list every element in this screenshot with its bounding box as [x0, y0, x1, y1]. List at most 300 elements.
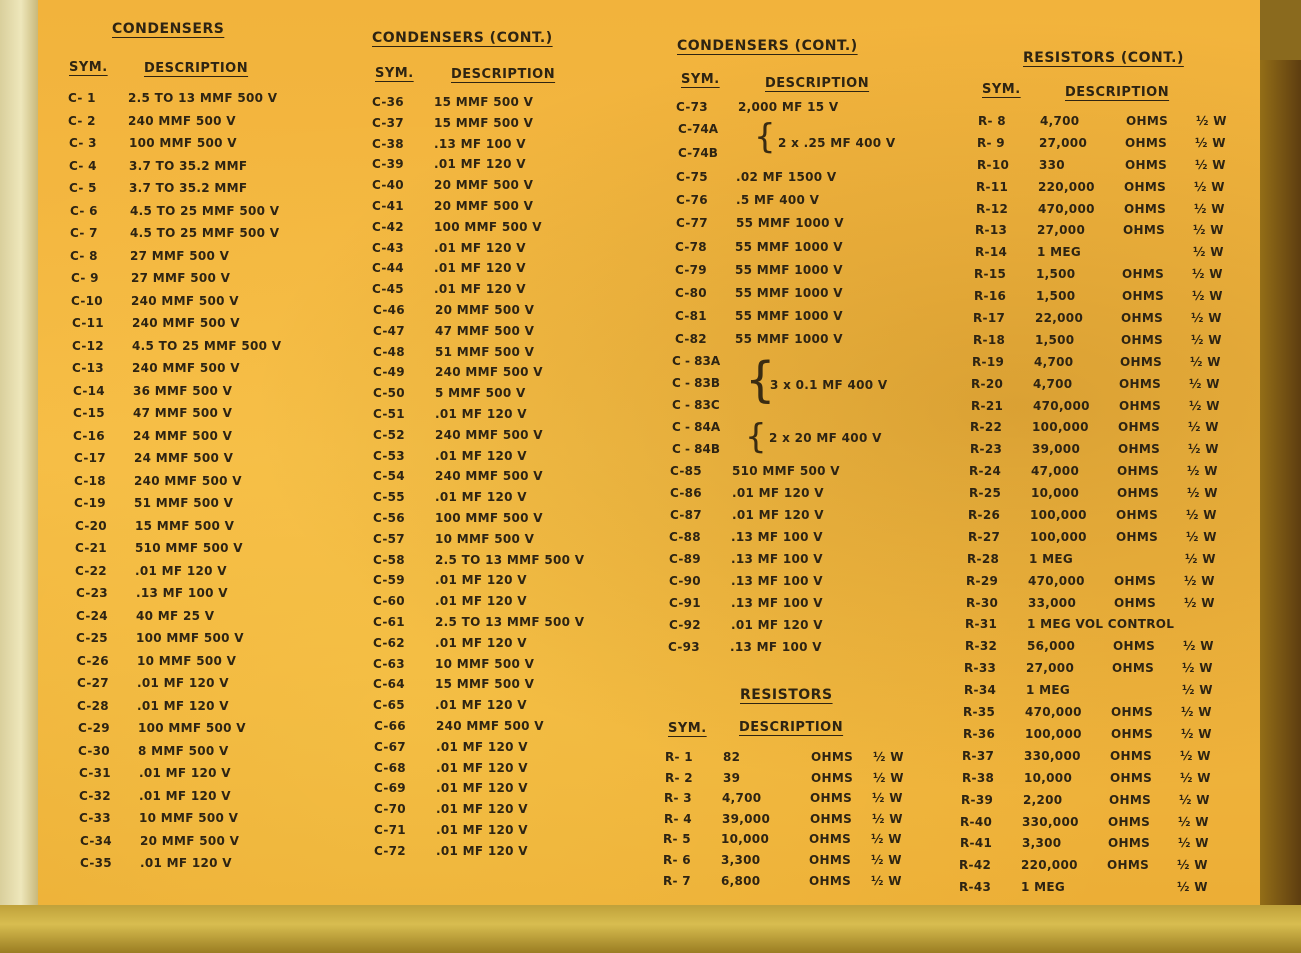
description-cell: .01 MF 120 V: [140, 856, 232, 870]
symbol-cell: C-10: [71, 293, 103, 308]
symbol-cell: C- 8: [70, 248, 98, 263]
symbol-cell: C-38: [372, 136, 404, 151]
symbol-cell: R-30: [966, 595, 999, 610]
symbol-cell: C-68: [374, 760, 406, 775]
symbol-cell: R- 5: [663, 832, 691, 847]
symbol-cell: C-67: [374, 739, 406, 754]
symbol-cell: C-25: [76, 631, 108, 645]
symbol-cell: C-19: [74, 496, 106, 510]
symbol-cell: C-58: [373, 552, 405, 567]
value-cell: 1 MEG: [1026, 683, 1071, 698]
col2-desc-header: DESCRIPTION: [451, 67, 556, 82]
symbol-cell: R- 7: [663, 873, 691, 888]
description-cell: 55 MMF 1000 V: [735, 285, 843, 300]
symbol-cell: C-92: [669, 618, 701, 632]
description-cell: 55 MMF 1000 V: [735, 239, 843, 254]
description-cell: .01 MF 120 V: [436, 822, 528, 837]
panel-shadow-right: [1255, 60, 1301, 953]
unit-cell: OHMS: [1122, 289, 1165, 304]
wattage-cell: ½ W: [1184, 573, 1215, 588]
brace-c83: {: [745, 352, 776, 408]
symbol-cell: R-18: [973, 332, 1006, 347]
value-cell: 1,500: [1036, 267, 1076, 282]
wattage-cell: ½ W: [1186, 508, 1217, 523]
wattage-cell: ½ W: [1188, 442, 1219, 457]
value-cell: 470,000: [1028, 573, 1085, 588]
unit-cell: OHMS: [1121, 311, 1164, 326]
symbol-cell: R-21: [971, 398, 1004, 413]
symbol-cell: R-12: [976, 201, 1009, 216]
value-cell: 4,700: [1040, 114, 1080, 128]
symbol-cell: R-40: [960, 814, 993, 829]
symbol-cell: R- 1: [665, 750, 693, 764]
description-cell: 510 MMF 500 V: [732, 464, 840, 478]
value-cell: 27,000: [1037, 223, 1086, 238]
value-cell: 1 MEG: [1029, 551, 1074, 566]
symbol-cell: R-20: [971, 376, 1004, 391]
symbol-cell: C-51: [373, 406, 405, 421]
value-cell: 100,000: [1032, 420, 1089, 435]
value-cell: 39,000: [722, 811, 771, 826]
symbol-cell: C-15: [73, 406, 105, 420]
wattage-cell: ½ W: [872, 811, 903, 826]
description-cell: .02 MF 1500 V: [736, 170, 837, 184]
unit-cell: OHMS: [1113, 639, 1156, 654]
wattage-cell: ½ W: [1192, 289, 1223, 304]
description-cell: 15 MMF 500 V: [435, 677, 535, 692]
wattage-cell: ½ W: [1185, 551, 1216, 566]
symbol-cell: C-81: [675, 309, 707, 324]
description-cell: .01 MF 120 V: [435, 406, 527, 421]
symbol-cell: R-29: [966, 573, 999, 588]
wattage-cell: ½ W: [1196, 114, 1227, 128]
value-cell: 56,000: [1027, 639, 1076, 654]
symbol-cell: R-36: [963, 726, 996, 741]
description-cell: .01 MF 120 V: [435, 573, 527, 588]
symbol-cell: C-14: [73, 383, 105, 398]
condensers-cont-title-2: CONDENSERS (CONT.): [677, 38, 858, 54]
symbol-cell: C-52: [373, 427, 405, 442]
value-cell: 330,000: [1022, 814, 1079, 829]
wattage-cell: ½ W: [1177, 880, 1208, 895]
description-cell: .01 MF 120 V: [435, 635, 527, 650]
symbol-cell: C-41: [372, 198, 404, 213]
description-cell: 47 MMF 500 V: [435, 323, 535, 338]
wattage-cell: ½ W: [1193, 223, 1224, 238]
description-cell: 100 MMF 500 V: [138, 721, 246, 735]
symbol-cell: C-69: [374, 781, 406, 796]
condensers-cont-title-1: CONDENSERS (CONT.): [372, 30, 553, 46]
wattage-cell: ½ W: [1191, 332, 1222, 347]
description-cell: 2,000 MF 15 V: [738, 100, 839, 114]
c84a-sym: C - 84A: [672, 420, 721, 434]
value-cell: 100,000: [1030, 508, 1087, 523]
symbol-cell: C-12: [72, 338, 104, 353]
symbol-cell: C-26: [77, 653, 109, 668]
unit-cell: OHMS: [1114, 595, 1157, 610]
unit-cell: OHMS: [1112, 661, 1155, 676]
unit-cell: OHMS: [1116, 508, 1159, 523]
symbol-cell: C-62: [373, 635, 405, 650]
unit-cell: OHMS: [1114, 573, 1157, 588]
panel-frame-bottom: [0, 905, 1301, 953]
symbol-cell: R- 8: [978, 114, 1006, 128]
symbol-cell: C-27: [77, 676, 109, 690]
symbol-cell: C-89: [669, 552, 701, 566]
symbol-cell: C-66: [374, 718, 406, 733]
description-cell: .01 MF 120 V: [435, 594, 527, 609]
description-cell: .01 MF 120 V: [731, 618, 823, 632]
symbol-cell: C-42: [372, 219, 404, 234]
value-cell: 1 MEG VOL CONTROL: [1027, 617, 1175, 632]
unit-cell: OHMS: [1118, 420, 1161, 435]
wattage-cell: ½ W: [1191, 311, 1222, 326]
value-cell: 330,000: [1024, 748, 1081, 763]
symbol-cell: C- 6: [70, 203, 98, 218]
symbol-cell: C-24: [76, 608, 108, 623]
value-cell: 22,000: [1035, 311, 1084, 326]
symbol-cell: C- 2: [68, 113, 96, 128]
unit-cell: OHMS: [809, 832, 852, 847]
symbol-cell: R-25: [969, 486, 1002, 501]
value-cell: 27,000: [1039, 135, 1088, 150]
symbol-cell: R-39: [961, 792, 994, 807]
symbol-cell: C-40: [372, 178, 404, 193]
value-cell: 39,000: [1032, 442, 1081, 457]
description-cell: .01 MF 120 V: [434, 157, 526, 172]
parts-list-sheet: [38, 0, 1260, 905]
symbol-cell: C-85: [670, 464, 702, 478]
symbol-cell: C- 9: [71, 271, 99, 285]
brace-c84: {: [745, 417, 767, 457]
symbol-cell: C-22: [75, 563, 107, 578]
description-cell: 510 MMF 500 V: [135, 541, 243, 555]
symbol-cell: C-11: [72, 316, 104, 330]
symbol-cell: C-75: [676, 170, 708, 184]
description-cell: 240 MMF 500 V: [131, 293, 239, 308]
symbol-cell: R-16: [974, 289, 1007, 304]
description-cell: .01 MF 120 V: [434, 240, 526, 255]
description-cell: 51 MMF 500 V: [435, 344, 535, 359]
wattage-cell: ½ W: [1178, 814, 1209, 829]
col3-desc-header: DESCRIPTION: [765, 76, 870, 91]
description-cell: 240 MMF 500 V: [132, 361, 240, 375]
symbol-cell: R-34: [964, 683, 997, 698]
wattage-cell: ½ W: [1184, 595, 1215, 610]
description-cell: .01 MF 120 V: [434, 261, 526, 276]
description-cell: 55 MMF 1000 V: [735, 332, 843, 347]
wattage-cell: ½ W: [1188, 420, 1219, 435]
value-cell: 2,200: [1023, 792, 1063, 807]
wattage-cell: ½ W: [1187, 486, 1218, 501]
description-cell: .01 MF 120 V: [436, 843, 528, 858]
symbol-cell: C-44: [372, 261, 404, 276]
unit-cell: OHMS: [1121, 332, 1164, 347]
symbol-cell: C-35: [80, 856, 112, 870]
symbol-cell: C-13: [72, 361, 104, 375]
col2-sym-header: SYM.: [375, 66, 414, 81]
description-cell: 240 MMF 500 V: [132, 316, 240, 330]
unit-cell: OHMS: [1124, 179, 1167, 194]
symbol-cell: R- 2: [665, 770, 693, 785]
symbol-cell: C-29: [78, 721, 110, 735]
unit-cell: OHMS: [1109, 792, 1152, 807]
value-cell: 10,000: [721, 832, 770, 847]
symbol-cell: C-53: [373, 448, 405, 463]
unit-cell: OHMS: [809, 873, 852, 888]
description-cell: .13 MF 100 V: [731, 552, 823, 566]
wattage-cell: ½ W: [1192, 267, 1223, 282]
wattage-cell: ½ W: [1195, 135, 1226, 150]
symbol-cell: C- 4: [69, 158, 97, 173]
wattage-cell: ½ W: [1177, 858, 1208, 873]
symbol-cell: R-24: [969, 464, 1002, 479]
symbol-cell: R-26: [968, 508, 1001, 523]
wattage-cell: ½ W: [1181, 726, 1212, 741]
symbol-cell: C-56: [373, 510, 405, 525]
value-cell: 1,500: [1035, 332, 1075, 347]
wattage-cell: ½ W: [1182, 661, 1213, 676]
symbol-cell: C-28: [77, 698, 109, 713]
wattage-cell: ½ W: [871, 832, 902, 847]
description-cell: 100 MMF 500 V: [435, 510, 543, 525]
description-cell: 3.7 TO 35.2 MMF: [129, 181, 248, 195]
value-cell: 4,700: [1034, 354, 1074, 369]
unit-cell: OHMS: [1111, 705, 1154, 720]
value-cell: 4,700: [1033, 376, 1073, 391]
description-cell: 55 MMF 1000 V: [735, 262, 843, 277]
wattage-cell: ½ W: [1193, 245, 1224, 260]
symbol-cell: C-88: [669, 530, 701, 544]
condensers-title: CONDENSERS: [112, 21, 225, 37]
symbol-cell: R-28: [967, 551, 1000, 566]
symbol-cell: C-48: [373, 344, 405, 359]
description-cell: .01 MF 120 V: [139, 766, 231, 780]
description-cell: 20 MMF 500 V: [435, 302, 535, 317]
description-cell: 24 MMF 500 V: [133, 428, 233, 443]
symbol-cell: C-31: [79, 766, 111, 780]
symbol-cell: C-78: [675, 239, 707, 254]
description-cell: .01 MF 120 V: [435, 490, 527, 505]
description-cell: 240 MMF 500 V: [435, 427, 543, 442]
description-cell: 10 MMF 500 V: [137, 653, 237, 668]
value-cell: 3,300: [1022, 836, 1062, 851]
description-cell: .13 MF 100 V: [731, 574, 823, 588]
wattage-cell: ½ W: [872, 791, 903, 806]
description-cell: 10 MMF 500 V: [435, 531, 535, 546]
description-cell: .13 MF 100 V: [730, 640, 822, 654]
unit-cell: OHMS: [811, 750, 854, 764]
value-cell: 330: [1039, 157, 1065, 172]
description-cell: 100 MMF 500 V: [136, 631, 244, 645]
value-cell: 47,000: [1031, 464, 1080, 479]
col1-desc-header: DESCRIPTION: [144, 61, 249, 76]
symbol-cell: C-87: [670, 508, 702, 522]
symbol-cell: C-64: [373, 677, 405, 692]
symbol-cell: C- 5: [69, 181, 97, 195]
value-cell: 39: [723, 770, 741, 785]
value-cell: 470,000: [1038, 201, 1095, 216]
description-cell: .01 MF 120 V: [137, 698, 229, 713]
symbol-cell: C-59: [373, 573, 405, 588]
symbol-cell: C-65: [373, 698, 405, 713]
symbol-cell: R-37: [962, 748, 995, 763]
value-cell: 100,000: [1030, 529, 1087, 544]
description-cell: 100 MMF 500 V: [129, 136, 237, 150]
wattage-cell: ½ W: [1189, 376, 1220, 391]
wattage-cell: ½ W: [1180, 770, 1211, 785]
symbol-cell: C-50: [373, 386, 405, 401]
wattage-cell: ½ W: [1178, 836, 1209, 851]
symbol-cell: C-20: [75, 518, 107, 533]
unit-cell: OHMS: [1122, 267, 1165, 282]
description-cell: 240 MMF 500 V: [134, 473, 242, 488]
unit-cell: OHMS: [1110, 770, 1153, 785]
description-cell: 47 MMF 500 V: [133, 406, 233, 420]
symbol-cell: C- 7: [70, 226, 98, 240]
description-cell: 55 MMF 1000 V: [735, 309, 843, 324]
unit-cell: OHMS: [1118, 442, 1161, 457]
symbol-cell: R-22: [970, 420, 1003, 435]
symbol-cell: R-31: [965, 617, 998, 632]
symbol-cell: C-34: [80, 833, 112, 848]
description-cell: 4.5 TO 25 MMF 500 V: [132, 338, 282, 353]
unit-cell: OHMS: [811, 770, 854, 785]
symbol-cell: R-43: [959, 880, 992, 895]
description-cell: .01 MF 120 V: [139, 788, 231, 803]
value-cell: 100,000: [1025, 726, 1082, 741]
unit-cell: OHMS: [1123, 223, 1166, 238]
symbol-cell: C-16: [73, 428, 105, 443]
unit-cell: OHMS: [810, 811, 853, 826]
symbol-cell: C-73: [676, 100, 708, 114]
value-cell: 1 MEG: [1021, 880, 1066, 895]
symbol-cell: C-46: [373, 302, 405, 317]
col4-desc-header: DESCRIPTION: [1065, 85, 1170, 100]
description-cell: 40 MF 25 V: [136, 608, 215, 623]
value-cell: 10,000: [1031, 486, 1080, 501]
symbol-cell: C-90: [669, 574, 701, 588]
description-cell: 8 MMF 500 V: [138, 743, 229, 758]
unit-cell: OHMS: [1120, 354, 1163, 369]
symbol-cell: C-33: [79, 811, 111, 825]
symbol-cell: C-39: [372, 157, 404, 172]
c83b-sym: C - 83B: [672, 376, 720, 390]
c83-group-desc: 3 x 0.1 MF 400 V: [770, 378, 888, 392]
description-cell: 15 MMF 500 V: [434, 95, 534, 109]
description-cell: .5 MF 400 V: [736, 193, 820, 208]
description-cell: 100 MMF 500 V: [434, 219, 542, 234]
symbol-cell: C-45: [372, 282, 404, 297]
description-cell: 10 MMF 500 V: [139, 811, 239, 825]
value-cell: 33,000: [1028, 595, 1077, 610]
description-cell: 10 MMF 500 V: [435, 656, 535, 671]
description-cell: .01 MF 120 V: [732, 508, 824, 522]
value-cell: 27,000: [1026, 661, 1075, 676]
symbol-cell: R-32: [965, 639, 998, 654]
symbol-cell: R-17: [973, 311, 1006, 326]
symbol-cell: C- 3: [69, 136, 97, 150]
symbol-cell: R-35: [963, 705, 996, 720]
value-cell: 220,000: [1038, 179, 1095, 194]
symbol-cell: C-21: [75, 541, 107, 555]
symbol-cell: R- 6: [663, 852, 691, 867]
symbol-cell: R-11: [976, 179, 1009, 194]
symbol-cell: R-10: [977, 157, 1010, 172]
description-cell: .01 MF 120 V: [435, 448, 527, 463]
panel-frame-left: [0, 0, 38, 953]
unit-cell: OHMS: [1117, 486, 1160, 501]
wattage-cell: ½ W: [1189, 398, 1220, 413]
wattage-cell: ½ W: [1186, 529, 1217, 544]
value-cell: 4,700: [722, 791, 762, 806]
wattage-cell: ½ W: [873, 770, 904, 785]
description-cell: 20 MMF 500 V: [434, 198, 534, 213]
symbol-cell: C-49: [373, 365, 405, 380]
unit-cell: OHMS: [1119, 376, 1162, 391]
unit-cell: OHMS: [1108, 814, 1151, 829]
description-cell: 20 MMF 500 V: [140, 833, 240, 848]
wattage-cell: ½ W: [1194, 179, 1225, 194]
symbol-cell: C-32: [79, 788, 111, 803]
unit-cell: OHMS: [1125, 135, 1168, 150]
symbol-cell: R-38: [962, 770, 995, 785]
symbol-cell: R-42: [959, 858, 992, 873]
description-cell: .01 MF 120 V: [135, 563, 227, 578]
unit-cell: OHMS: [1108, 836, 1151, 851]
unit-cell: OHMS: [810, 791, 853, 806]
unit-cell: OHMS: [1119, 398, 1162, 413]
symbol-cell: C-37: [372, 115, 404, 130]
symbol-cell: C-55: [373, 490, 405, 505]
symbol-cell: C-79: [675, 262, 707, 277]
unit-cell: OHMS: [809, 852, 852, 867]
symbol-cell: R-23: [970, 442, 1003, 457]
description-cell: .13 MF 100 V: [731, 596, 823, 610]
description-cell: 240 MMF 500 V: [128, 113, 236, 128]
unit-cell: OHMS: [1125, 157, 1168, 172]
value-cell: 1 MEG: [1037, 245, 1082, 260]
c74b-sym: C-74B: [678, 146, 718, 160]
description-cell: .01 MF 120 V: [732, 486, 824, 500]
c74a-sym: C-74A: [678, 122, 719, 136]
description-cell: .01 MF 120 V: [137, 676, 229, 690]
description-cell: 2.5 TO 13 MMF 500 V: [435, 614, 585, 629]
unit-cell: OHMS: [1116, 529, 1159, 544]
symbol-cell: C-47: [373, 323, 405, 338]
symbol-cell: C-54: [373, 469, 405, 484]
description-cell: .01 MF 120 V: [434, 282, 526, 297]
symbol-cell: C-17: [74, 451, 106, 465]
description-cell: .01 MF 120 V: [436, 802, 528, 817]
symbol-cell: R- 4: [664, 811, 692, 826]
description-cell: .01 MF 120 V: [436, 739, 528, 754]
symbol-cell: C-80: [675, 285, 707, 300]
unit-cell: OHMS: [1111, 726, 1154, 741]
symbol-cell: C-60: [373, 594, 405, 609]
resistors-sym-header: SYM.: [668, 721, 707, 736]
symbol-cell: C- 1: [68, 91, 96, 105]
description-cell: 15 MMF 500 V: [135, 518, 235, 533]
col1-sym-header: SYM.: [69, 60, 108, 75]
symbol-cell: C-30: [78, 743, 110, 758]
c84-group-desc: 2 x 20 MF 400 V: [769, 431, 882, 445]
symbol-cell: C-61: [373, 614, 405, 629]
description-cell: .01 MF 120 V: [435, 698, 527, 713]
symbol-cell: C-63: [373, 656, 405, 671]
unit-cell: OHMS: [1126, 114, 1169, 128]
wattage-cell: ½ W: [871, 852, 902, 867]
